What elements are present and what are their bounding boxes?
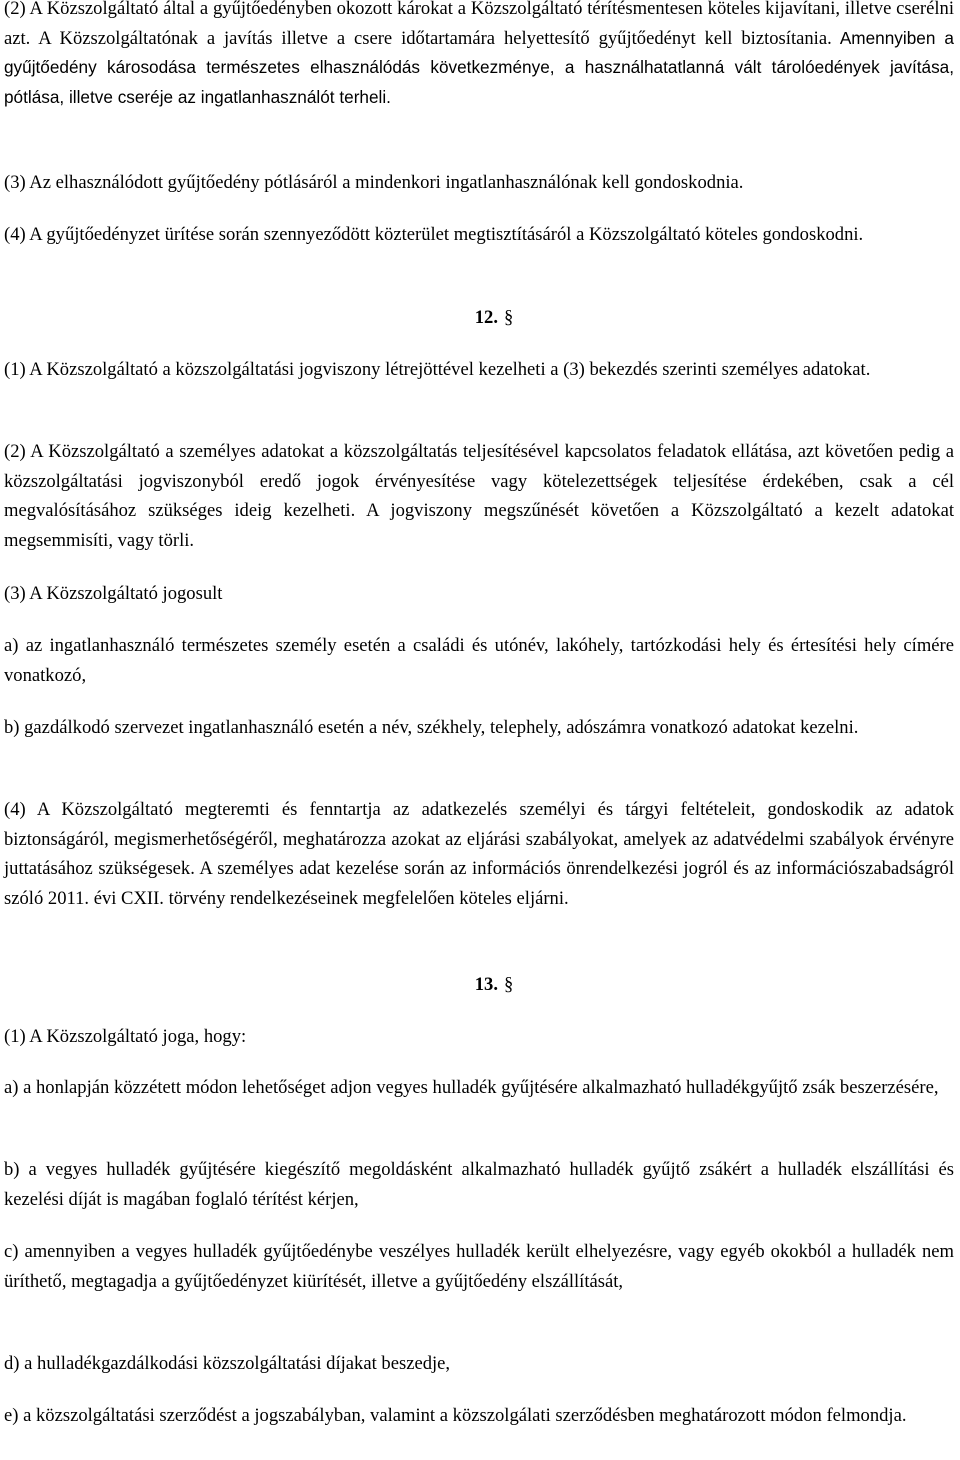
- paragraph-text: (2) A Közszolgáltató által a gyűjtőedényben okozott károkat a Közszolgáltató térítésmentesen köteles kijavítani, illetve cserélni azt. A Közszolgáltatónak a javítás illetve a csere időtartamára helyettesítő gyűjtőedényt kell biztosítania.: [4, 0, 954, 49]
- paragraph-13-1-e: e) a közszolgáltatási szerződést a jogszabályban, valamint a közszolgálati szerződésben meghatározott módon felmondja.: [4, 1405, 907, 1426]
- paragraph-13-1: (1) A Közszolgáltató joga, hogy:: [4, 1026, 247, 1047]
- section-symbol: §: [503, 974, 514, 995]
- paragraph-13-1-a: a) a honlapján közzétett módon lehetőséget adjon vegyes hulladék gyűjtésére alkalmazható hulladékgyűjtő zsák beszerzésére,: [4, 1077, 939, 1098]
- section-heading-13: [4, 970, 954, 1000]
- section-number: 12.: [474, 307, 498, 328]
- section-number: 13.: [474, 974, 498, 995]
- paragraph-text-sans: Amennyiben a gyűjtőedény károsodása természetes elhasználódás következménye, a használhatatlanná vált tárolóedények javítása, pótlása, illetve cseréje az ingatlanhasználót terheli.: [4, 27, 954, 107]
- paragraph-12-3-b: b) gazdálkodó szervezet ingatlanhasználó esetén a név, székhely, telephely, adószámra vonatkozó adatokat kezelni.: [4, 717, 859, 738]
- paragraph-13-1-b: b) a vegyes hulladék gyűjtésére kiegészítő megoldásként alkalmazható hulladék gyűjtő zsákért a hulladék elszállítási és kezelési díját is magában foglaló térítést kérjen,: [4, 1159, 954, 1210]
- section-symbol: §: [503, 307, 514, 328]
- paragraph-11-4: (4) A gyűjtőedényzet ürítése során szennyeződött közterület megtisztításáról a Közszolgáltató köteles gondoskodni.: [4, 224, 864, 245]
- paragraph-11-2: [4, 0, 954, 112]
- paragraph-12-1: (1) A Közszolgáltató a közszolgáltatási jogviszony létrejöttével kezelheti a (3) bekezdés szerinti személyes adatokat.: [4, 359, 871, 380]
- paragraph-11-3: (3) Az elhasználódott gyűjtőedény pótlásáról a mindenkori ingatlanhasználónak kell gondoskodnia.: [4, 172, 744, 193]
- paragraph-12-3: (3) A Közszolgáltató jogosult: [4, 583, 223, 604]
- section-heading-12: [4, 303, 954, 333]
- paragraph-12-3-a: a) az ingatlanhasználó természetes személy esetén a családi és utónév, lakóhely, tartózkodási hely és értesítési hely címére vonatkozó,: [4, 635, 954, 686]
- paragraph-12-2: (2) A Közszolgáltató a személyes adatokat a közszolgáltatás teljesítésével kapcsolatos feladatok ellátása, azt követően pedig a közszolgáltatási jogviszonyból eredő jogok érvényesítése vagy kötelezettségek teljesítése érdekében, csak a cél megvalósításához szükséges ideig kezelheti. A jogviszony megszűnését követően a Közszolgáltató a kezelt adatokat megsemmisíti, vagy törli.: [4, 441, 954, 551]
- paragraph-13-1-c: c) amennyiben a vegyes hulladék gyűjtőedénybe veszélyes hulladék került elhelyezésre, vagy egyéb okokból a hulladék nem üríthető, megtagadja a gyűjtőedényzet kiürítését, illetve a gyűjtőedény elszállítását,: [4, 1241, 954, 1292]
- paragraph-13-1-d: d) a hulladékgazdálkodási közszolgáltatási díjakat beszedje,: [4, 1353, 451, 1374]
- paragraph-12-4: (4) A Közszolgáltató megteremti és fenntartja az adatkezelés személyi és tárgyi feltételeit, gondoskodik az adatok biztonságáról, megismerhetőségéről, meghatározza azokat az eljárási szabályokat, amelyek az adatvédelmi szabályok érvényre juttatásához szükségesek. A személyes adat kezelése során az információs önrendelkezési jogról és az információszabadságról szóló 2011. évi CXII. törvény rendelkezéseinek megfelelően köteles eljárni.: [4, 799, 954, 909]
